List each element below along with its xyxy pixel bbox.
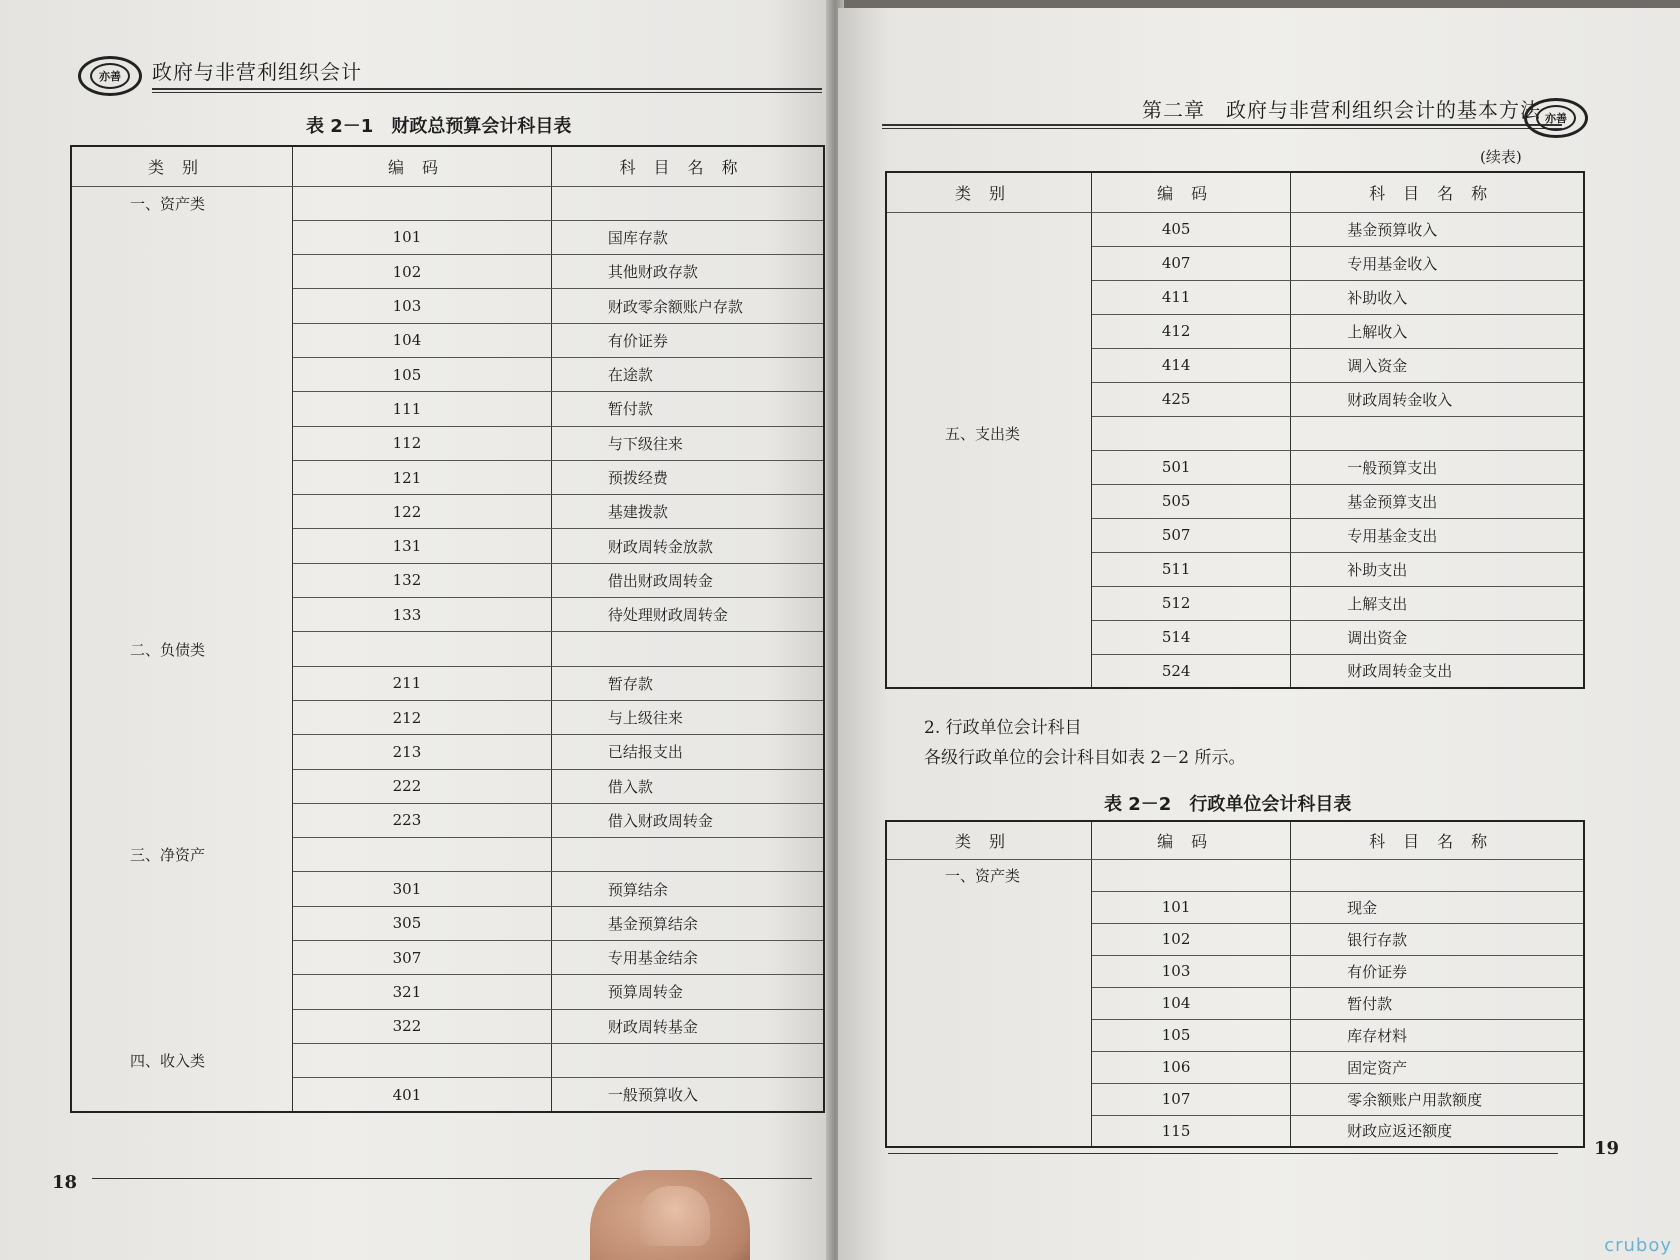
- category-cell: [886, 518, 1092, 552]
- table-row: [886, 450, 1584, 484]
- category-cell: [886, 620, 1092, 654]
- logo-text: 亦善: [99, 70, 121, 83]
- table-row: [71, 563, 824, 597]
- category-cell: [886, 1083, 1092, 1115]
- empty-cell: [293, 838, 552, 872]
- empty-cell: [551, 1043, 824, 1077]
- account-code: 412: [1092, 314, 1291, 348]
- category-cell: [886, 1051, 1092, 1083]
- table-row: [71, 598, 824, 632]
- account-name: 固定资产: [1291, 1051, 1584, 1083]
- table-row: [71, 700, 824, 734]
- account-code: 106: [1092, 1051, 1291, 1083]
- account-code: 133: [293, 598, 552, 632]
- category-cell: [71, 357, 293, 391]
- empty-cell: [551, 186, 824, 220]
- table-row: [71, 289, 824, 323]
- table-row: [886, 246, 1584, 280]
- category-row: [71, 1043, 824, 1077]
- table-row: [71, 735, 824, 769]
- category-cell: [71, 700, 293, 734]
- account-name: 基金预算收入: [1291, 212, 1584, 246]
- account-code: 107: [1092, 1083, 1291, 1115]
- account-code: 131: [293, 529, 552, 563]
- right-page: [838, 8, 1680, 1260]
- account-name: 基金预算结余: [551, 906, 824, 940]
- category-cell: [886, 212, 1092, 246]
- category-cell: [71, 769, 293, 803]
- account-name: 一般预算收入: [551, 1078, 824, 1112]
- table-row: [886, 891, 1584, 923]
- account-name: 调入资金: [1291, 348, 1584, 382]
- account-code: 105: [1092, 1019, 1291, 1051]
- table-title-2-2: 表 2－2 行政单位会计科目表: [1104, 794, 1352, 815]
- category-label: 四、收入类: [71, 1043, 293, 1077]
- account-name: 专用基金结余: [551, 941, 824, 975]
- account-name: 调出资金: [1291, 620, 1584, 654]
- publisher-logo-icon: [1524, 98, 1588, 138]
- account-name: 预算周转金: [551, 975, 824, 1009]
- account-code: 102: [1092, 923, 1291, 955]
- category-label: 一、资产类: [886, 859, 1092, 891]
- account-name: 专用基金收入: [1291, 246, 1584, 280]
- account-name: 财政周转金放款: [551, 529, 824, 563]
- column-header: 科目名称: [1291, 172, 1584, 212]
- account-code: 132: [293, 563, 552, 597]
- account-name: 国库存款: [551, 220, 824, 254]
- category-cell: [886, 586, 1092, 620]
- category-cell: [71, 323, 293, 357]
- account-code: 212: [293, 700, 552, 734]
- table-row: [71, 906, 824, 940]
- table-row: [886, 348, 1584, 382]
- empty-cell: [551, 838, 824, 872]
- category-cell: [71, 392, 293, 426]
- account-name: 补助支出: [1291, 552, 1584, 586]
- account-code: 111: [293, 392, 552, 426]
- account-code: 507: [1092, 518, 1291, 552]
- account-code: 101: [293, 220, 552, 254]
- table-row: [886, 280, 1584, 314]
- category-cell: [71, 1009, 293, 1043]
- column-header: 编码: [293, 146, 552, 186]
- category-cell: [71, 735, 293, 769]
- account-code: 105: [293, 357, 552, 391]
- account-name: 一般预算支出: [1291, 450, 1584, 484]
- account-code: 103: [293, 289, 552, 323]
- account-name: 借出财政周转金: [551, 563, 824, 597]
- category-cell: [71, 289, 293, 323]
- account-code: 121: [293, 460, 552, 494]
- account-code: 115: [1092, 1115, 1291, 1147]
- account-name: 上解支出: [1291, 586, 1584, 620]
- left-page: [0, 0, 835, 1260]
- column-header: 类别: [886, 172, 1092, 212]
- table-row: [71, 357, 824, 391]
- watermark: cruboy: [1604, 1235, 1672, 1256]
- category-cell: [71, 803, 293, 837]
- category-cell: [71, 426, 293, 460]
- table-row: [886, 1083, 1584, 1115]
- account-code: 414: [1092, 348, 1291, 382]
- account-code: 222: [293, 769, 552, 803]
- account-table-2-1: [70, 145, 825, 1113]
- table-row: [886, 955, 1584, 987]
- category-label: 二、负债类: [71, 632, 293, 666]
- category-cell: [71, 563, 293, 597]
- column-header: 类别: [886, 821, 1092, 859]
- account-code: 425: [1092, 382, 1291, 416]
- empty-cell: [293, 1043, 552, 1077]
- table-row: [886, 1115, 1584, 1147]
- account-name: 零余额账户用款额度: [1291, 1083, 1584, 1115]
- category-cell: [886, 552, 1092, 586]
- account-name: 财政周转金收入: [1291, 382, 1584, 416]
- category-cell: [71, 1078, 293, 1112]
- table-row: [886, 314, 1584, 348]
- account-name: 在途款: [551, 357, 824, 391]
- table-row: [886, 987, 1584, 1019]
- account-code: 213: [293, 735, 552, 769]
- category-cell: [71, 941, 293, 975]
- empty-cell: [551, 632, 824, 666]
- empty-cell: [293, 632, 552, 666]
- category-cell: [71, 220, 293, 254]
- account-code: 211: [293, 666, 552, 700]
- account-name: 借入财政周转金: [551, 803, 824, 837]
- table-row: [71, 666, 824, 700]
- column-header: 编码: [1092, 821, 1291, 859]
- account-code: 301: [293, 872, 552, 906]
- table-row: [886, 518, 1584, 552]
- finger-highlight: [640, 1186, 710, 1246]
- account-code: 307: [293, 941, 552, 975]
- table-row: [886, 382, 1584, 416]
- continued-label: (续表): [1480, 148, 1522, 166]
- table-row: [71, 1009, 824, 1043]
- account-code: 103: [1092, 955, 1291, 987]
- empty-cell: [1092, 859, 1291, 891]
- account-code: 104: [1092, 987, 1291, 1019]
- table-row: [886, 552, 1584, 586]
- table-row: [71, 872, 824, 906]
- page-number-right: 19: [1594, 1138, 1620, 1159]
- category-row: [71, 838, 824, 872]
- running-head-right: 第二章 政府与非营利组织会计的基本方法: [1142, 98, 1541, 122]
- column-header: 编码: [1092, 172, 1291, 212]
- category-cell: [886, 955, 1092, 987]
- page-number-left: 18: [52, 1172, 78, 1193]
- account-code: 514: [1092, 620, 1291, 654]
- account-name: 财政零余额账户存款: [551, 289, 824, 323]
- category-cell: [71, 529, 293, 563]
- category-cell: [71, 255, 293, 289]
- table-row: [71, 975, 824, 1009]
- category-cell: [886, 987, 1092, 1019]
- account-table-2-1-continued: [885, 171, 1585, 689]
- table-row: [886, 923, 1584, 955]
- account-name: 专用基金支出: [1291, 518, 1584, 552]
- column-header: 类别: [71, 146, 293, 186]
- account-name: 暂存款: [551, 666, 824, 700]
- account-code: 411: [1092, 280, 1291, 314]
- footer-rule-right: [888, 1153, 1558, 1154]
- header-rule-right: [882, 124, 1562, 129]
- table-title-2-1: 表 2－1 财政总预算会计科目表: [306, 116, 572, 137]
- account-name: 现金: [1291, 891, 1584, 923]
- table-row: [71, 392, 824, 426]
- account-name: 财政周转基金: [551, 1009, 824, 1043]
- category-cell: [71, 460, 293, 494]
- table-row: [71, 495, 824, 529]
- category-cell: [886, 1019, 1092, 1051]
- account-name: 待处理财政周转金: [551, 598, 824, 632]
- account-name: 上解收入: [1291, 314, 1584, 348]
- table-row: [886, 654, 1584, 688]
- section-heading: 2. 行政单位会计科目: [924, 718, 1082, 738]
- table-row: [71, 323, 824, 357]
- category-cell: [71, 598, 293, 632]
- account-name: 银行存款: [1291, 923, 1584, 955]
- account-code: 405: [1092, 212, 1291, 246]
- table-row: [886, 1051, 1584, 1083]
- account-code: 524: [1092, 654, 1291, 688]
- account-name: 库存材料: [1291, 1019, 1584, 1051]
- section-text: 各级行政单位的会计科目如表 2－2 所示。: [924, 748, 1246, 768]
- account-name: 暂付款: [551, 392, 824, 426]
- table-row: [71, 529, 824, 563]
- account-name: 财政应返还额度: [1291, 1115, 1584, 1147]
- table-row: [71, 255, 824, 289]
- table-row: [71, 769, 824, 803]
- account-name: 财政周转金支出: [1291, 654, 1584, 688]
- table-row: [71, 426, 824, 460]
- category-cell: [886, 246, 1092, 280]
- category-cell: [886, 450, 1092, 484]
- empty-cell: [293, 186, 552, 220]
- table-row: [886, 1019, 1584, 1051]
- table-row: [71, 220, 824, 254]
- category-cell: [71, 666, 293, 700]
- category-row: [886, 416, 1584, 450]
- account-code: 305: [293, 906, 552, 940]
- empty-cell: [1092, 416, 1291, 450]
- running-head-left: 政府与非营利组织会计: [152, 60, 362, 84]
- category-row: [886, 859, 1584, 891]
- column-header: 科目名称: [1291, 821, 1584, 859]
- account-name: 与上级往来: [551, 700, 824, 734]
- account-code: 512: [1092, 586, 1291, 620]
- publisher-logo-icon: [78, 56, 142, 96]
- account-code: 407: [1092, 246, 1291, 280]
- account-name: 与下级往来: [551, 426, 824, 460]
- table-row: [71, 941, 824, 975]
- empty-cell: [1291, 416, 1584, 450]
- category-cell: [886, 314, 1092, 348]
- category-cell: [886, 280, 1092, 314]
- account-code: 511: [1092, 552, 1291, 586]
- category-label: 三、净资产: [71, 838, 293, 872]
- table-row: [71, 460, 824, 494]
- account-name: 其他财政存款: [551, 255, 824, 289]
- column-header: 科目名称: [551, 146, 824, 186]
- account-code: 505: [1092, 484, 1291, 518]
- account-name: 已结报支出: [551, 735, 824, 769]
- table-row: [886, 620, 1584, 654]
- category-cell: [886, 1115, 1092, 1147]
- category-cell: [886, 484, 1092, 518]
- category-cell: [71, 975, 293, 1009]
- account-code: 401: [293, 1078, 552, 1112]
- category-cell: [886, 382, 1092, 416]
- table-row: [886, 586, 1584, 620]
- table-row: [886, 484, 1584, 518]
- account-name: 预拨经费: [551, 460, 824, 494]
- empty-cell: [1291, 859, 1584, 891]
- category-cell: [886, 348, 1092, 382]
- category-cell: [71, 872, 293, 906]
- account-name: 预算结余: [551, 872, 824, 906]
- table-row: [71, 803, 824, 837]
- category-cell: [886, 923, 1092, 955]
- header-rule-left: [152, 88, 822, 93]
- account-name: 补助收入: [1291, 280, 1584, 314]
- account-name: 有价证券: [1291, 955, 1584, 987]
- account-code: 501: [1092, 450, 1291, 484]
- account-code: 223: [293, 803, 552, 837]
- category-cell: [886, 654, 1092, 688]
- account-code: 104: [293, 323, 552, 357]
- category-row: [71, 186, 824, 220]
- category-row: [71, 632, 824, 666]
- account-code: 101: [1092, 891, 1291, 923]
- account-table-2-2: [885, 820, 1585, 1148]
- account-code: 322: [293, 1009, 552, 1043]
- table-row: [71, 1078, 824, 1112]
- category-label: 五、支出类: [886, 416, 1092, 450]
- category-cell: [71, 495, 293, 529]
- account-code: 122: [293, 495, 552, 529]
- account-name: 基建拨款: [551, 495, 824, 529]
- account-code: 112: [293, 426, 552, 460]
- account-code: 321: [293, 975, 552, 1009]
- account-name: 借入款: [551, 769, 824, 803]
- account-name: 基金预算支出: [1291, 484, 1584, 518]
- logo-text: 亦善: [1545, 112, 1567, 125]
- account-name: 暂付款: [1291, 987, 1584, 1019]
- account-name: 有价证券: [551, 323, 824, 357]
- table-row: [886, 212, 1584, 246]
- category-cell: [71, 906, 293, 940]
- category-label: 一、资产类: [71, 186, 293, 220]
- account-code: 102: [293, 255, 552, 289]
- category-cell: [886, 891, 1092, 923]
